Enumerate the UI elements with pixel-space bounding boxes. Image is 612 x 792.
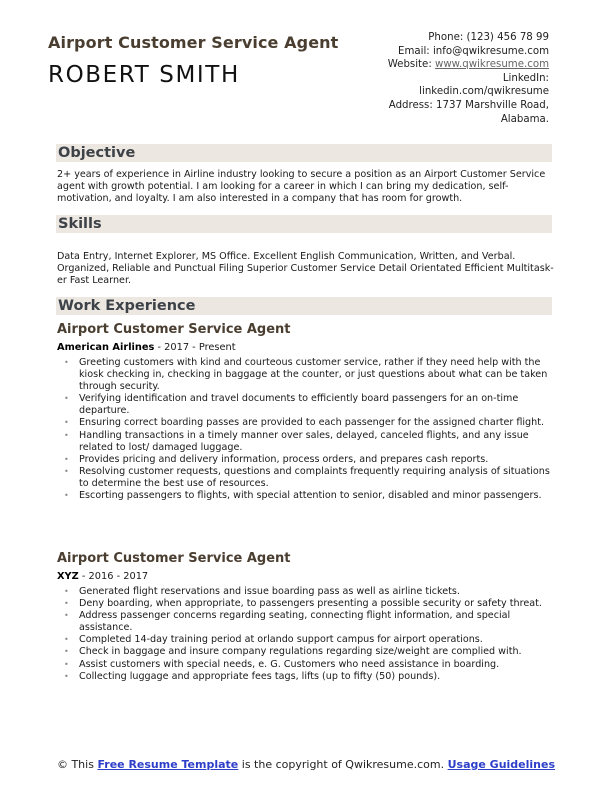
section-heading-skills <box>56 215 552 233</box>
contact-address-line1: Address: 1737 Marshville Road, <box>388 99 549 111</box>
list-item: • Verifying identification and travel documents to efficiently board passengers for an on-time departure. <box>57 393 552 417</box>
list-item: • Address passenger concerns regarding seating, connecting flight information, and special assistance. <box>57 610 552 634</box>
list-item: • Completed 14-day training period at orlando support campus for airport operations. <box>57 634 552 646</box>
usage-guidelines-link[interactable]: Usage Guidelines <box>447 758 556 771</box>
contact-address-line2: Alabama. <box>500 113 549 125</box>
job-dates: - 2016 - 2017 <box>78 571 149 582</box>
contact-website <box>388 58 549 72</box>
job-bullet-list <box>57 357 552 502</box>
contact-phone: Phone: (123) 456 78 99 <box>428 32 549 43</box>
job-employer-line <box>57 342 236 353</box>
website-label: Website: <box>387 59 435 71</box>
contact-block <box>388 31 549 126</box>
list-item: • Generated flight reservations and issue boarding pass as well as airline tickets. <box>57 586 552 598</box>
list-item: • Ensuring correct boarding passes are provided to each passenger for the assigned charter flight. <box>57 417 552 429</box>
list-item: • Resolving customer requests, questions and complaints frequently requiring analysis of situations to determine the best use of resources. <box>57 466 552 490</box>
job-role: Airport Customer Service Agent <box>57 322 291 337</box>
job-role: Airport Customer Service Agent <box>57 551 291 566</box>
list-item: • Collecting luggage and appropriate fees tags, lifts (up to fifty (50) pounds). <box>57 671 552 683</box>
candidate-name: ROBERT SMITH <box>48 62 240 88</box>
contact-linkedin-label: LinkedIn: <box>502 72 549 84</box>
job-employer-line <box>57 571 148 582</box>
contact-linkedin-value: linkedin.com/qwikresume <box>419 86 549 98</box>
job-dates: - 2017 - Present <box>154 342 236 353</box>
job-company: American Airlines <box>57 342 155 353</box>
free-resume-template-link[interactable]: Free Resume Template <box>97 758 239 771</box>
header-job-title: Airport Customer Service Agent <box>48 33 339 52</box>
section-title: Objective <box>58 145 136 161</box>
section-title: Work Experience <box>58 298 196 314</box>
list-item: • Handling transactions in a timely manner over sales, delayed, canceled flights, and any issue related to lost/ damaged luggage. <box>57 430 552 454</box>
footer-middle: is the copyright of Qwikresume.com. <box>238 758 448 771</box>
list-item: • Check in baggage and insure company regulations regarding size/weight are complied with. <box>57 646 552 658</box>
section-heading-objective <box>56 144 552 162</box>
list-item: • Provides pricing and delivery information, process orders, and prepares cash reports. <box>57 454 552 466</box>
footer-prefix: © This <box>56 758 98 771</box>
section-title: Skills <box>58 216 102 232</box>
list-item: • Assist customers with special needs, e. G. Customers who need assistance in boarding. <box>57 659 552 671</box>
list-item: • Greeting customers with kind and courteous customer service, rather if they need help with the kiosk checking in, checking in baggage at the counter, or just questions about what can be taken through security. <box>57 357 552 393</box>
objective-text: 2+ years of experience in Airline industry looking to secure a position as an Airport Customer Service agent with growth potential. I am looking for a career in which I can bring my dedication, self-motivation, and loyalty. I am also interested in a company that has room for growth. <box>57 169 546 205</box>
skills-text: Data Entry, Internet Explorer, MS Office. Excellent English Communication, Written, and Verbal. Organized, Reliable and Punctual Filing Superior Customer Service Detail Orientated Efficient Multitask-er Fast Learner. <box>57 251 554 287</box>
section-heading-work-experience <box>56 297 552 315</box>
job-bullet-list <box>57 586 552 683</box>
list-item: • Escorting passengers to flights, with special attention to senior, disabled and minor passengers. <box>57 490 552 502</box>
copyright-footer <box>0 758 612 772</box>
job-company: XYZ <box>57 571 79 582</box>
list-item: • Deny boarding, when appropriate, to passengers presenting a possible security or safety threat. <box>57 598 552 610</box>
website-link[interactable]: www.qwikresume.com <box>434 59 549 71</box>
contact-email: Email: info@qwikresume.com <box>398 45 549 57</box>
